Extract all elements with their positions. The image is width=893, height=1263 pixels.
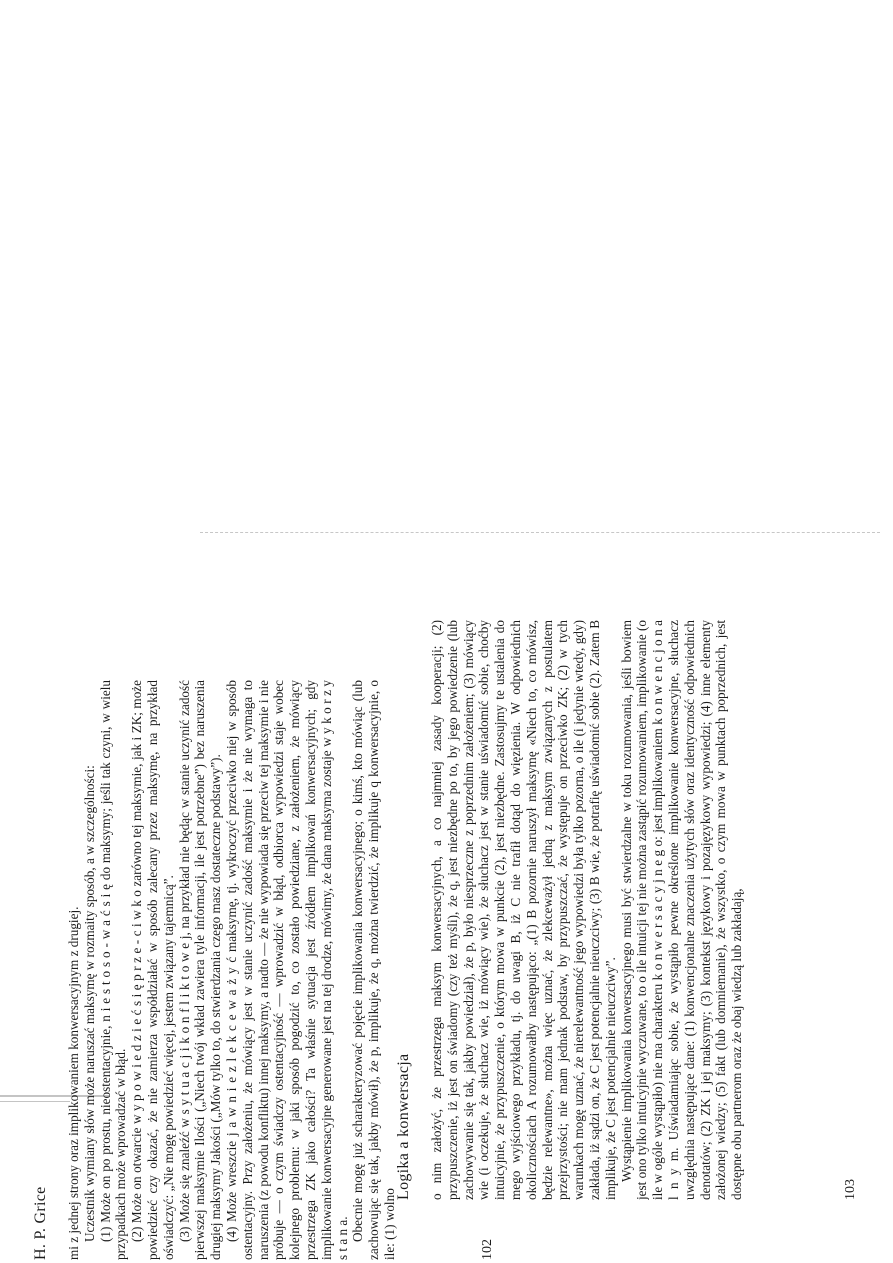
running-head: Logika a konwersacja bbox=[395, 1053, 412, 1200]
paragraph: Obecnie mogę już scharakteryzować pojęcie implikowania konwersacyjnego; o kimś, kto mówiąc (lub zachowując się tak, jakby mówił), że p, implikuje, że q, można twierdzić, że implikuje q konwersacyjnie, o ile: (1) wolno bbox=[350, 680, 397, 1260]
paragraph: (2) Może on otwarcie w y p o w i e d z i e ć s i ę p r z e - c i w k o zarówno tej maksymie, jak i ZK; może powiedzieć czy okazać, że nie zamierza współdziałać w sposób zalecany przez maksymę, na przykład oświadczyć: „Nie mogę powiedzieć więcej, jestem związany tajemnicą”. bbox=[129, 680, 176, 1260]
paragraph: (3) Może się znaleźć w s y t u a c j i k o n f l i k t o w e j, na przykład nie będąc w stanie uczynić zadość pierwszej maksymie Ilości („Niech twój wkład zawiera tyle informacji, ile jest potrzebne”) bez naruszenia drugiej maksymy Jakości („Mów tylko to, do stwierdzania czego masz dostateczne podstawy”). bbox=[176, 680, 224, 1260]
running-head: H. P. Grice bbox=[32, 1186, 49, 1260]
paragraph: Wystąpienie implikowania konwersacyjnego musi być stwierdzalne w toku rozumowania, jeśli bowiem jest ono tylko intuicyjnie wyczuwane, to o ile intuicji tej nie można zastąpić rozumowaniem, implikowanie (o ile w ogóle wystąpiło) nie ma charakteru k o n w e r s a c y j n e g o: jest implikowaniem k o n w e n c j o n a l n y m. Uświadamiając sobie, że wystąpiło pewne określone implikowanie konwersacyjne, słuchacz uwzględnia następujące dane: (1) konwencjonalne znaczenia użytych słów oraz identyczność odpowiednich denotatów; (2) ZK i jej maksymy; (3) kontekst językowy i pozajęzykowy wypowiedzi; (4) inne elementy założonej wiedzy; (5) fakt (lub domniemanie), że wszystko, o czym mowa w punktach poprzednich, jest dostępne obu partnerom oraz że obaj wiedzą lub zakładają, bbox=[618, 620, 745, 1200]
paragraph: mi z jednej strony oraz implikowaniem konwersacyjnym z drugiej. bbox=[66, 906, 81, 1260]
paragraph: o nim założyć, że przestrzega maksym konwersacyjnych, a co najmniej zasady kooperacji; (2) przypuszczenie, iż jest on świadomy (czy też myśli), że q, jest niezbędne po to, by jego powiedzenie (lub zachowywanie się tak, jakby powiedział), że p, było niesprzeczne z poprzednim założeniem; (3) mówiący wie (i oczekuje, że słuchacz wie, iż mówiący wie), że słuchacz jest w stanie uświadomić sobie, choćby intuicyjnie, że przypuszczenie, o którym mowa w punkcie (2), jest niezbędne. Zastosujmy te ustalenia do mego wyjściowego przykładu, tj. do uwagi B, iż C nie trafił dotąd do więzienia. W odpowiednich okolicznościach A rozumowałby następująco: „(1) B pozornie naruszył maksymę «Niech to, co mówisz, będzie relewantne», można więc uznać, że zlekceważył jedną z maksym związanych z postulatem przejrzystości; nie mam jednak podstaw, by przypuszczać, że występuje on przeciwko ZK; (2) w tych warunkach mogę uznać, że nierelewantność jego wypowiedzi była tylko pozorna, o ile (i jedynie wtedy, gdy) zakłada, iż sądzi on, że C jest potencjalnie nieuczciwy; (3) B wie, że potrafię uświadomić sobie (2). Zatem B implikuje, że C jest potencjalnie nieuczciwy”. bbox=[429, 620, 618, 1200]
page-body bbox=[429, 620, 829, 1200]
paragraph: Uczestnik wymiany słów może naruszać maksymę w rozmaity sposób, a w szczególności: bbox=[81, 765, 97, 1242]
gutter-artifact bbox=[200, 532, 880, 533]
page-number: 103 bbox=[843, 1179, 858, 1200]
page-number: 102 bbox=[480, 1239, 495, 1260]
paragraph: (4) Może wreszcie j a w n i e z l e k c e w a ż y ć maksymę, tj. wykroczyć przeciwko niej w sposób ostentacyjny. Przy założeniu, że mówiący jest w stanie uczynić zadość maksymie i że nie wymaga to naruszenia (z powodu konfliktu) innej maksymy, a nadto — że nie wypowiada się przeciw tej maksymie i nie próbuje — o czym świadczy ostentacyjność — wprowadzić w błąd, odbiorca wypowiedzi staje wobec kolejnego problemu: w jaki sposób pogodzić to, co zostało powiedziane, z założeniem, że mówiący przestrzega ZK jako całości? Ta właśnie sytuacja jest źródłem implikowań konwersacyjnych; gdy implikowanie konwersacyjne generowane jest na tej drodze, mówimy, że dana maksyma zostaje w y k o r z y s t a n a. bbox=[223, 680, 350, 1260]
page-103 bbox=[385, 620, 885, 1200]
paragraph: (1) Może on po prostu, nieostentacyjnie, n i e s t o s o - w a ć s i ę do maksymy; jeśli tak czyni, w wielu przypadkach może wprowadzać w błąd. bbox=[97, 680, 129, 1260]
